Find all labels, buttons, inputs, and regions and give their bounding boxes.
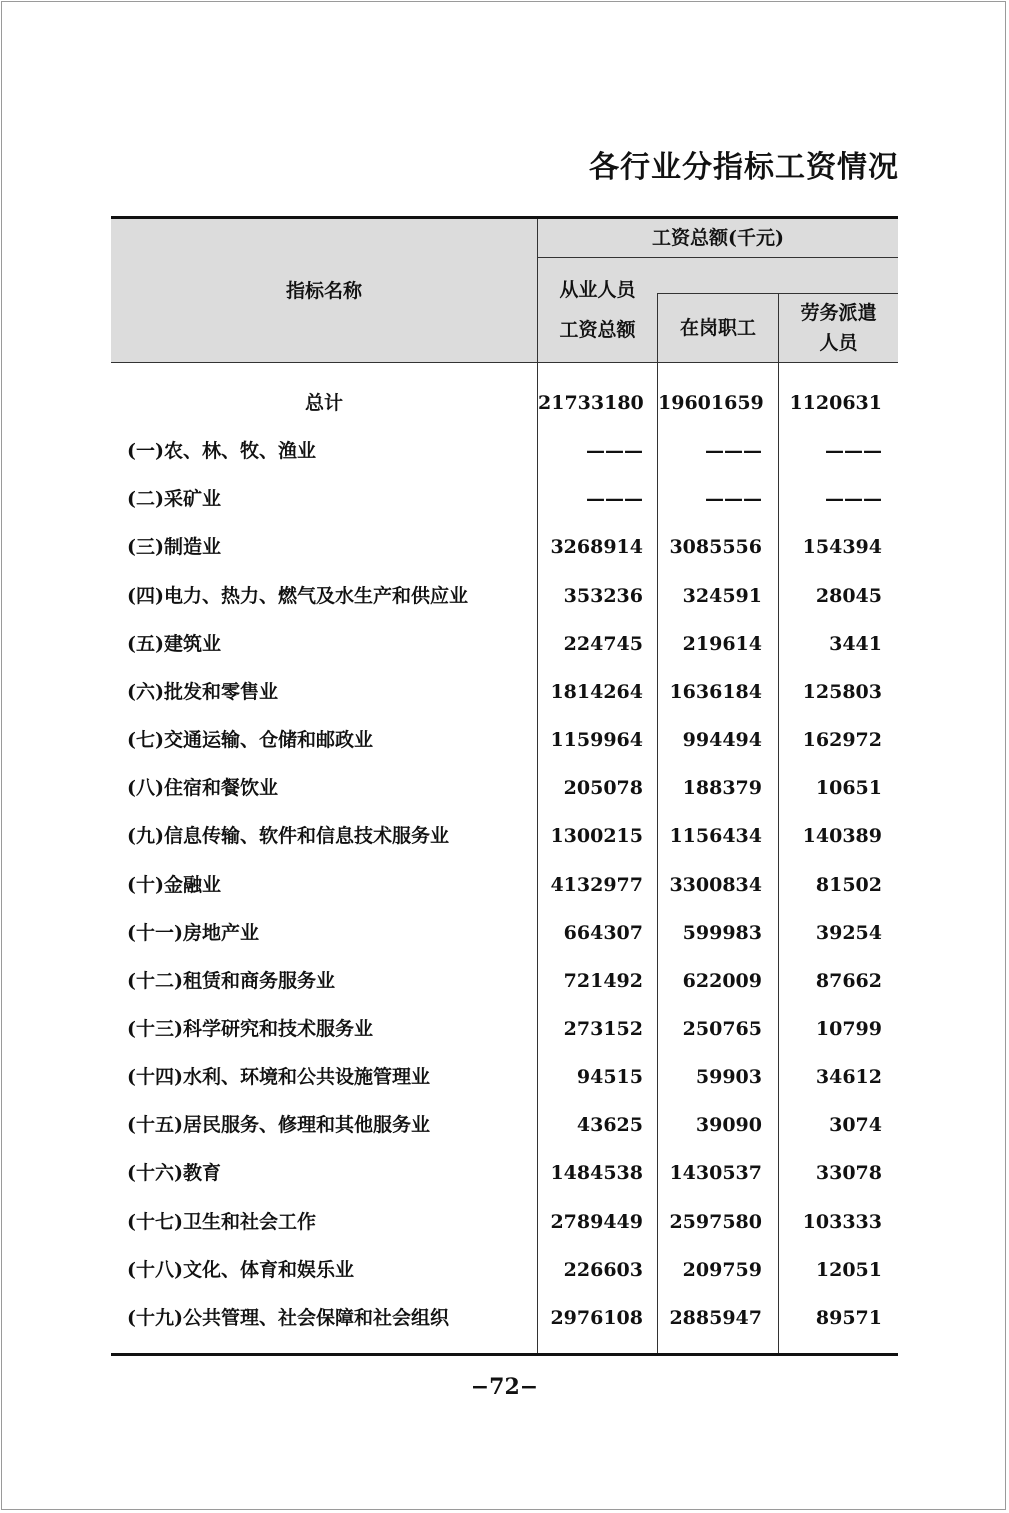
header-col-employee-wage [538, 257, 657, 362]
row-employee-wage: 1814264 [550, 680, 643, 703]
row-dispatched-wage: 81502 [815, 873, 882, 896]
row-onpost-wage: ——— [705, 488, 762, 511]
row-employee-wage: 273152 [563, 1017, 643, 1040]
header-col1-line2: 工资总额 [559, 318, 636, 341]
row-employee-wage: 721492 [563, 969, 643, 992]
row-onpost-wage: 219614 [682, 632, 762, 655]
table-row [111, 909, 898, 957]
row-employee-wage: 224745 [563, 632, 643, 655]
table-row [111, 812, 898, 860]
row-indicator-name: (三)制造业 [127, 536, 221, 559]
table-body [111, 363, 898, 1353]
row-indicator-name: (六)批发和零售业 [127, 680, 278, 703]
row-dispatched-wage: 125803 [802, 680, 882, 703]
row-onpost-wage: 39090 [695, 1114, 762, 1137]
table-row [111, 957, 898, 1005]
row-indicator-name: (七)交通运输、仓储和邮政业 [127, 729, 373, 752]
row-indicator-name: (十三)科学研究和技术服务业 [127, 1017, 373, 1040]
row-employee-wage: 94515 [576, 1066, 643, 1089]
row-onpost-wage: 599983 [682, 921, 762, 944]
row-employee-wage: 21733180 [538, 392, 644, 414]
row-dispatched-wage: 28045 [815, 584, 882, 607]
row-dispatched-wage: 162972 [802, 729, 882, 752]
row-indicator-name: (十四)水利、环境和公共设施管理业 [127, 1066, 430, 1089]
row-employee-wage: 2789449 [550, 1210, 643, 1233]
table-row [111, 379, 898, 427]
row-onpost-wage: 1430537 [669, 1162, 762, 1185]
row-dispatched-wage: ——— [825, 440, 882, 463]
row-dispatched-wage: 34612 [815, 1066, 882, 1089]
row-dispatched-wage: 3441 [829, 632, 882, 655]
table-bottom-rule [111, 1353, 898, 1356]
row-employee-wage: 1300215 [550, 825, 643, 848]
row-employee-wage: ——— [586, 440, 643, 463]
row-employee-wage: 1484538 [550, 1162, 643, 1185]
header-divider [657, 293, 658, 362]
row-dispatched-wage: 39254 [815, 921, 882, 944]
table-row [111, 716, 898, 764]
row-dispatched-wage: 10651 [815, 777, 882, 800]
header-divider [537, 219, 538, 362]
table-row [111, 1294, 898, 1342]
page-number: −72− [470, 1374, 539, 1400]
row-dispatched-wage: 140389 [802, 825, 882, 848]
header-col-dispatched [779, 293, 898, 362]
row-dispatched-wage: 10799 [815, 1017, 882, 1040]
row-indicator-name: (十五)居民服务、修理和其他服务业 [127, 1114, 430, 1137]
table-row [111, 427, 898, 475]
row-onpost-wage: 2597580 [669, 1210, 762, 1233]
row-employee-wage: 3268914 [550, 536, 643, 559]
header-wage-total-group: 工资总额(千元) [652, 227, 784, 249]
table-row [111, 523, 898, 571]
table-row [111, 861, 898, 909]
header-divider [537, 257, 898, 258]
row-dispatched-wage: 87662 [815, 969, 882, 992]
row-dispatched-wage: ——— [825, 488, 882, 511]
header-col3-line2: 人员 [819, 331, 858, 354]
row-indicator-name: (十二)租赁和商务服务业 [127, 969, 335, 992]
table-row [111, 1198, 898, 1246]
row-onpost-wage: 59903 [695, 1066, 762, 1089]
row-employee-wage: 2976108 [550, 1306, 643, 1329]
row-onpost-wage: 994494 [682, 729, 762, 752]
row-indicator-name: (十七)卫生和社会工作 [127, 1210, 316, 1233]
row-employee-wage: 205078 [563, 777, 643, 800]
row-onpost-wage: 250765 [682, 1017, 762, 1040]
table-row [111, 1005, 898, 1053]
row-employee-wage: 664307 [563, 921, 643, 944]
row-employee-wage: 353236 [563, 584, 643, 607]
row-indicator-name: (五)建筑业 [127, 632, 221, 655]
row-onpost-wage: 324591 [682, 584, 762, 607]
header-col-onpost-staff: 在岗职工 [679, 316, 756, 339]
row-indicator-name: (四)电力、热力、燃气及水生产和供应业 [127, 584, 468, 607]
row-onpost-wage: ——— [705, 440, 762, 463]
row-onpost-wage: 2885947 [669, 1306, 762, 1329]
row-onpost-wage: 1636184 [669, 680, 762, 703]
row-employee-wage: 1159964 [550, 729, 643, 752]
table-row [111, 668, 898, 716]
table-row [111, 1101, 898, 1149]
table-row [111, 572, 898, 620]
header-col3-line1: 劳务派遣 [800, 301, 877, 324]
row-employee-wage: 226603 [563, 1258, 643, 1281]
row-dispatched-wage: 1120631 [789, 392, 882, 414]
row-indicator-name: 总计 [304, 392, 343, 414]
row-indicator-name: (八)住宿和餐饮业 [127, 777, 278, 800]
header-divider [778, 293, 779, 362]
row-employee-wage: 43625 [576, 1114, 643, 1137]
table-header [111, 219, 898, 363]
row-onpost-wage: 19601659 [658, 392, 764, 414]
table-row [111, 1246, 898, 1294]
row-onpost-wage: 3300834 [669, 873, 762, 896]
row-indicator-name: (十)金融业 [127, 873, 221, 896]
table-row [111, 475, 898, 523]
row-dispatched-wage: 103333 [802, 1210, 882, 1233]
wage-table [111, 216, 898, 1356]
table-row [111, 1149, 898, 1197]
row-onpost-wage: 3085556 [669, 536, 762, 559]
row-indicator-name: (十八)文化、体育和娱乐业 [127, 1258, 354, 1281]
table-row [111, 764, 898, 812]
row-indicator-name: (十九)公共管理、社会保障和社会组织 [127, 1306, 449, 1329]
row-dispatched-wage: 3074 [829, 1114, 882, 1137]
row-dispatched-wage: 12051 [815, 1258, 882, 1281]
table-row [111, 620, 898, 668]
row-indicator-name: (二)采矿业 [127, 488, 221, 511]
row-onpost-wage: 209759 [682, 1258, 762, 1281]
row-employee-wage: ——— [586, 488, 643, 511]
row-dispatched-wage: 154394 [802, 536, 882, 559]
row-indicator-name: (九)信息传输、软件和信息技术服务业 [127, 825, 449, 848]
row-dispatched-wage: 89571 [815, 1306, 882, 1329]
row-indicator-name: (十一)房地产业 [127, 921, 259, 944]
row-indicator-name: (十六)教育 [127, 1162, 221, 1185]
row-employee-wage: 4132977 [550, 873, 643, 896]
row-onpost-wage: 1156434 [669, 825, 762, 848]
row-dispatched-wage: 33078 [815, 1162, 882, 1185]
row-onpost-wage: 622009 [682, 969, 762, 992]
header-indicator: 指标名称 [285, 279, 362, 302]
row-indicator-name: (一)农、林、牧、渔业 [127, 440, 316, 463]
table-row [111, 1053, 898, 1101]
header-col1-line1: 从业人员 [559, 278, 636, 301]
page-title: 各行业分指标工资情况 [589, 150, 899, 185]
row-onpost-wage: 188379 [682, 777, 762, 800]
